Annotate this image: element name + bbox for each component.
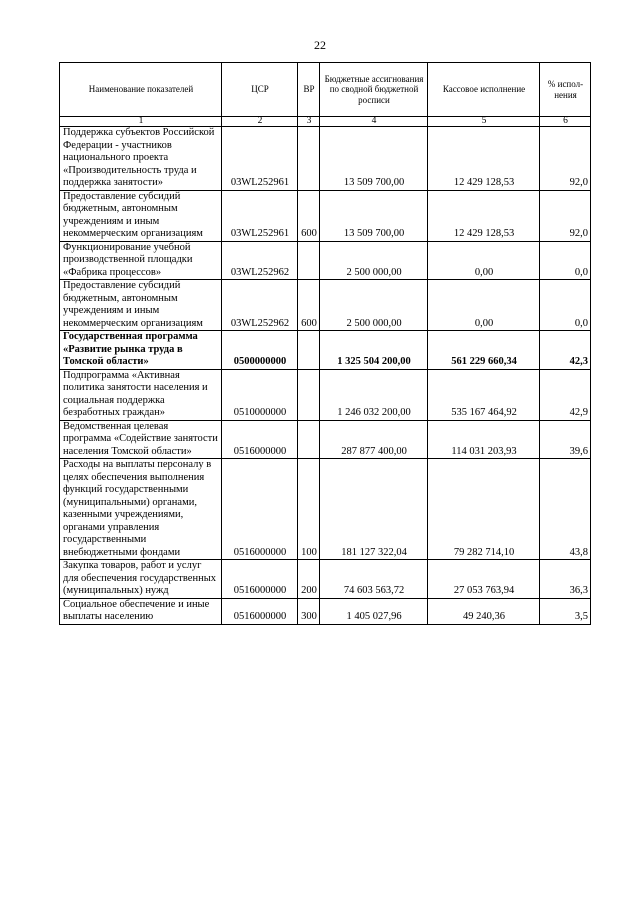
column-number: 1 xyxy=(60,117,222,127)
cell-name: Государственная программа «Развитие рынка труда в Томской области» xyxy=(60,331,222,370)
cell-budget: 2 500 000,00 xyxy=(320,241,428,280)
cell-csr: 0516000000 xyxy=(222,598,298,624)
cell-budget: 1 405 027,96 xyxy=(320,598,428,624)
cell-vr xyxy=(298,331,320,370)
cell-csr: 0516000000 xyxy=(222,560,298,599)
table-row xyxy=(60,560,591,599)
cell-cash: 79 282 714,10 xyxy=(428,459,540,560)
cell-csr: 0510000000 xyxy=(222,369,298,420)
cell-cash: 561 229 660,34 xyxy=(428,331,540,370)
table-row xyxy=(60,280,591,331)
cell-cash: 535 167 464,92 xyxy=(428,369,540,420)
cell-csr: 03WL252961 xyxy=(222,190,298,241)
page-number: 22 xyxy=(314,38,326,52)
cell-name: Закупка товаров, работ и услуг для обеспечения государственных (муниципальных) нужд xyxy=(60,560,222,599)
cell-vr xyxy=(298,420,320,459)
cell-vr xyxy=(298,241,320,280)
cell-csr: 03WL252961 xyxy=(222,127,298,191)
header-name: Наименование показателей xyxy=(60,63,222,117)
cell-vr: 200 xyxy=(298,560,320,599)
column-number: 6 xyxy=(540,117,591,127)
cell-cash: 0,00 xyxy=(428,280,540,331)
table-row xyxy=(60,459,591,560)
column-number: 2 xyxy=(222,117,298,127)
cell-budget: 13 509 700,00 xyxy=(320,190,428,241)
cell-budget: 2 500 000,00 xyxy=(320,280,428,331)
header-budget: Бюджетные ассигнования по сводной бюджетной росписи xyxy=(320,63,428,117)
table-row xyxy=(60,369,591,420)
header-percent: % испол-нения xyxy=(540,63,591,117)
cell-name: Поддержка субъектов Российской Федерации - участников национального проекта «Производительность труда и поддержка занятости» xyxy=(60,127,222,191)
column-number: 5 xyxy=(428,117,540,127)
cell-vr xyxy=(298,127,320,191)
cell-percent: 42,3 xyxy=(540,331,591,370)
column-numbers-row xyxy=(60,117,591,127)
cell-name: Функционирование учебной производственной площадки «Фабрика процессов» xyxy=(60,241,222,280)
cell-vr: 600 xyxy=(298,190,320,241)
cell-budget: 13 509 700,00 xyxy=(320,127,428,191)
cell-name: Предоставление субсидий бюджетным, автономным учреждениям и иным некоммерческим организациям xyxy=(60,280,222,331)
cell-budget: 1 325 504 200,00 xyxy=(320,331,428,370)
cell-name: Предоставление субсидий бюджетным, автономным учреждениям и иным некоммерческим организациям xyxy=(60,190,222,241)
header-cash: Кассовое исполнение xyxy=(428,63,540,117)
cell-cash: 49 240,36 xyxy=(428,598,540,624)
cell-vr xyxy=(298,369,320,420)
cell-percent: 0,0 xyxy=(540,241,591,280)
cell-percent: 39,6 xyxy=(540,420,591,459)
cell-name: Социальное обеспечение и иные выплаты населению xyxy=(60,598,222,624)
cell-name: Ведомственная целевая программа «Содействие занятости населения Томской области» xyxy=(60,420,222,459)
cell-percent: 92,0 xyxy=(540,127,591,191)
budget-execution-table xyxy=(59,62,591,625)
cell-csr: 0516000000 xyxy=(222,420,298,459)
cell-percent: 3,5 xyxy=(540,598,591,624)
table-row xyxy=(60,190,591,241)
table-body xyxy=(60,127,591,625)
cell-vr: 600 xyxy=(298,280,320,331)
column-number: 4 xyxy=(320,117,428,127)
cell-vr: 100 xyxy=(298,459,320,560)
table-row xyxy=(60,241,591,280)
cell-percent: 0,0 xyxy=(540,280,591,331)
cell-percent: 42,9 xyxy=(540,369,591,420)
column-number: 3 xyxy=(298,117,320,127)
cell-budget: 1 246 032 200,00 xyxy=(320,369,428,420)
cell-csr: 0500000000 xyxy=(222,331,298,370)
table-row xyxy=(60,331,591,370)
cell-csr: 03WL252962 xyxy=(222,241,298,280)
cell-budget: 181 127 322,04 xyxy=(320,459,428,560)
cell-budget: 74 603 563,72 xyxy=(320,560,428,599)
cell-csr: 0516000000 xyxy=(222,459,298,560)
table-row xyxy=(60,127,591,191)
cell-vr: 300 xyxy=(298,598,320,624)
header-vr: ВР xyxy=(298,63,320,117)
cell-cash: 114 031 203,93 xyxy=(428,420,540,459)
cell-csr: 03WL252962 xyxy=(222,280,298,331)
cell-name: Подпрограмма «Активная политика занятости населения и социальная поддержка безработных граждан» xyxy=(60,369,222,420)
cell-percent: 36,3 xyxy=(540,560,591,599)
cell-cash: 12 429 128,53 xyxy=(428,190,540,241)
cell-cash: 12 429 128,53 xyxy=(428,127,540,191)
table-header-row xyxy=(60,63,591,117)
table-row xyxy=(60,598,591,624)
cell-percent: 43,8 xyxy=(540,459,591,560)
cell-cash: 0,00 xyxy=(428,241,540,280)
table-row xyxy=(60,420,591,459)
cell-cash: 27 053 763,94 xyxy=(428,560,540,599)
cell-name: Расходы на выплаты персоналу в целях обеспечения выполнения функций государственными (муниципальными) органами, казенными учреждениями, органами управления государственными внебюджетными фондами xyxy=(60,459,222,560)
cell-budget: 287 877 400,00 xyxy=(320,420,428,459)
cell-percent: 92,0 xyxy=(540,190,591,241)
header-csr: ЦСР xyxy=(222,63,298,117)
